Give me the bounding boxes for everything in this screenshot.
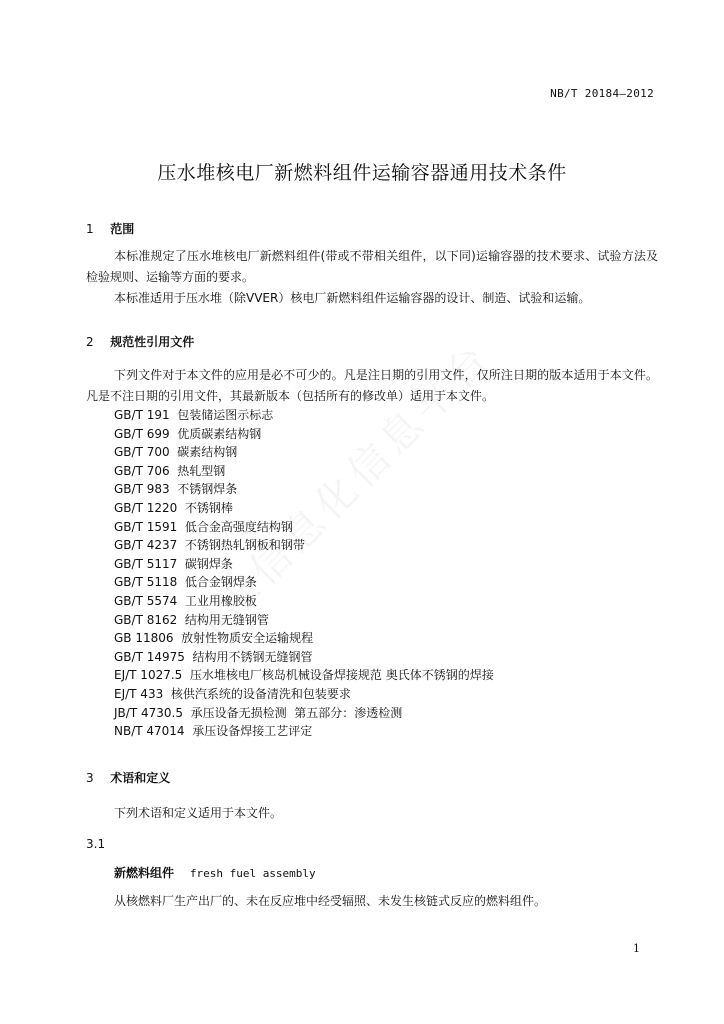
- reference-item: JB/T 4730.5 承压设备无损检测 第五部分：渗透检测: [114, 705, 403, 720]
- section-3-heading: [86, 769, 170, 786]
- term-entry: [114, 864, 316, 881]
- section-number: 3: [86, 771, 94, 785]
- reference-item: GB 11806 放射性物质安全运输规程: [114, 631, 314, 646]
- paragraph: 本标准规定了压水堆核电厂新燃料组件(带或不带相关组件，以下同)运输容器的技术要求、试验方法及检验规则、运输等方面的要求。: [86, 249, 658, 284]
- document-title: 压水堆核电厂新燃料组件运输容器通用技术条件: [157, 162, 567, 184]
- reference-item: GB/T 5118 低合金钢焊条: [114, 575, 257, 590]
- section-title: 规范性引用文件: [110, 335, 195, 349]
- paragraph: 本标准适用于压水堆（除VVER）核电厂新燃料组件运输容器的设计、制造、试验和运输。: [114, 291, 591, 305]
- reference-item: EJ/T 433 核供汽系统的设备清洗和包装要求: [114, 686, 351, 701]
- page-number: 1: [633, 942, 640, 955]
- section-1-heading: [86, 220, 134, 237]
- reference-item: GB/T 1220 不锈钢棒: [114, 500, 233, 515]
- reference-item: GB/T 8162 结构用无缝钢管: [114, 612, 269, 627]
- reference-item: GB/T 5574 工业用橡胶板: [114, 593, 257, 608]
- paragraph: 下列术语和定义适用于本文件。: [114, 806, 283, 820]
- reference-item: GB/T 1591 低合金高强度结构钢: [114, 519, 293, 534]
- reference-item: EJ/T 1027.5 压水堆核电厂核岛机械设备焊接规范 奥氏体不锈钢的焊接: [114, 668, 494, 683]
- term-name-zh: 新燃料组件: [114, 866, 175, 880]
- reference-item: GB/T 14975 结构用不锈钢无缝钢管: [114, 649, 313, 664]
- reference-item: NB/T 47014 承压设备焊接工艺评定: [114, 724, 313, 739]
- paragraph: 下列文件对于本文件的应用是必不可少的。凡是注日期的引用文件，仅所注日期的版本适用于本文件。凡是不注日期的引用文件，其最新版本（包括所有的修改单）适用于本文件。: [86, 368, 658, 403]
- section-title: 范围: [110, 222, 135, 236]
- section-title: 术语和定义: [110, 771, 171, 785]
- reference-item: GB/T 706 热轧型钢: [114, 463, 226, 478]
- standard-code: NB/T 20184—2012: [550, 87, 654, 100]
- term-name-en: fresh fuel assembly: [189, 867, 316, 880]
- reference-item: GB/T 4237 不锈钢热轧钢板和钢带: [114, 538, 305, 553]
- reference-item: GB/T 983 不锈钢焊条: [114, 482, 238, 497]
- section-2-heading: [86, 333, 194, 350]
- reference-item: GB/T 699 优质碳素结构钢: [114, 426, 262, 441]
- term-definition: 从核燃料厂生产出厂的、未在反应堆中经受辐照、未发生核链式反应的燃料组件。: [114, 894, 547, 908]
- normative-references-list: [114, 406, 494, 741]
- reference-item: GB/T 5117 碳钢焊条: [114, 556, 233, 571]
- term-number: 3.1: [86, 837, 106, 851]
- reference-item: GB/T 191 包装储运图示标志: [114, 408, 274, 422]
- section-number: 1: [86, 222, 94, 236]
- section-number: 2: [86, 335, 94, 349]
- reference-item: GB/T 700 碳素结构钢: [114, 445, 238, 460]
